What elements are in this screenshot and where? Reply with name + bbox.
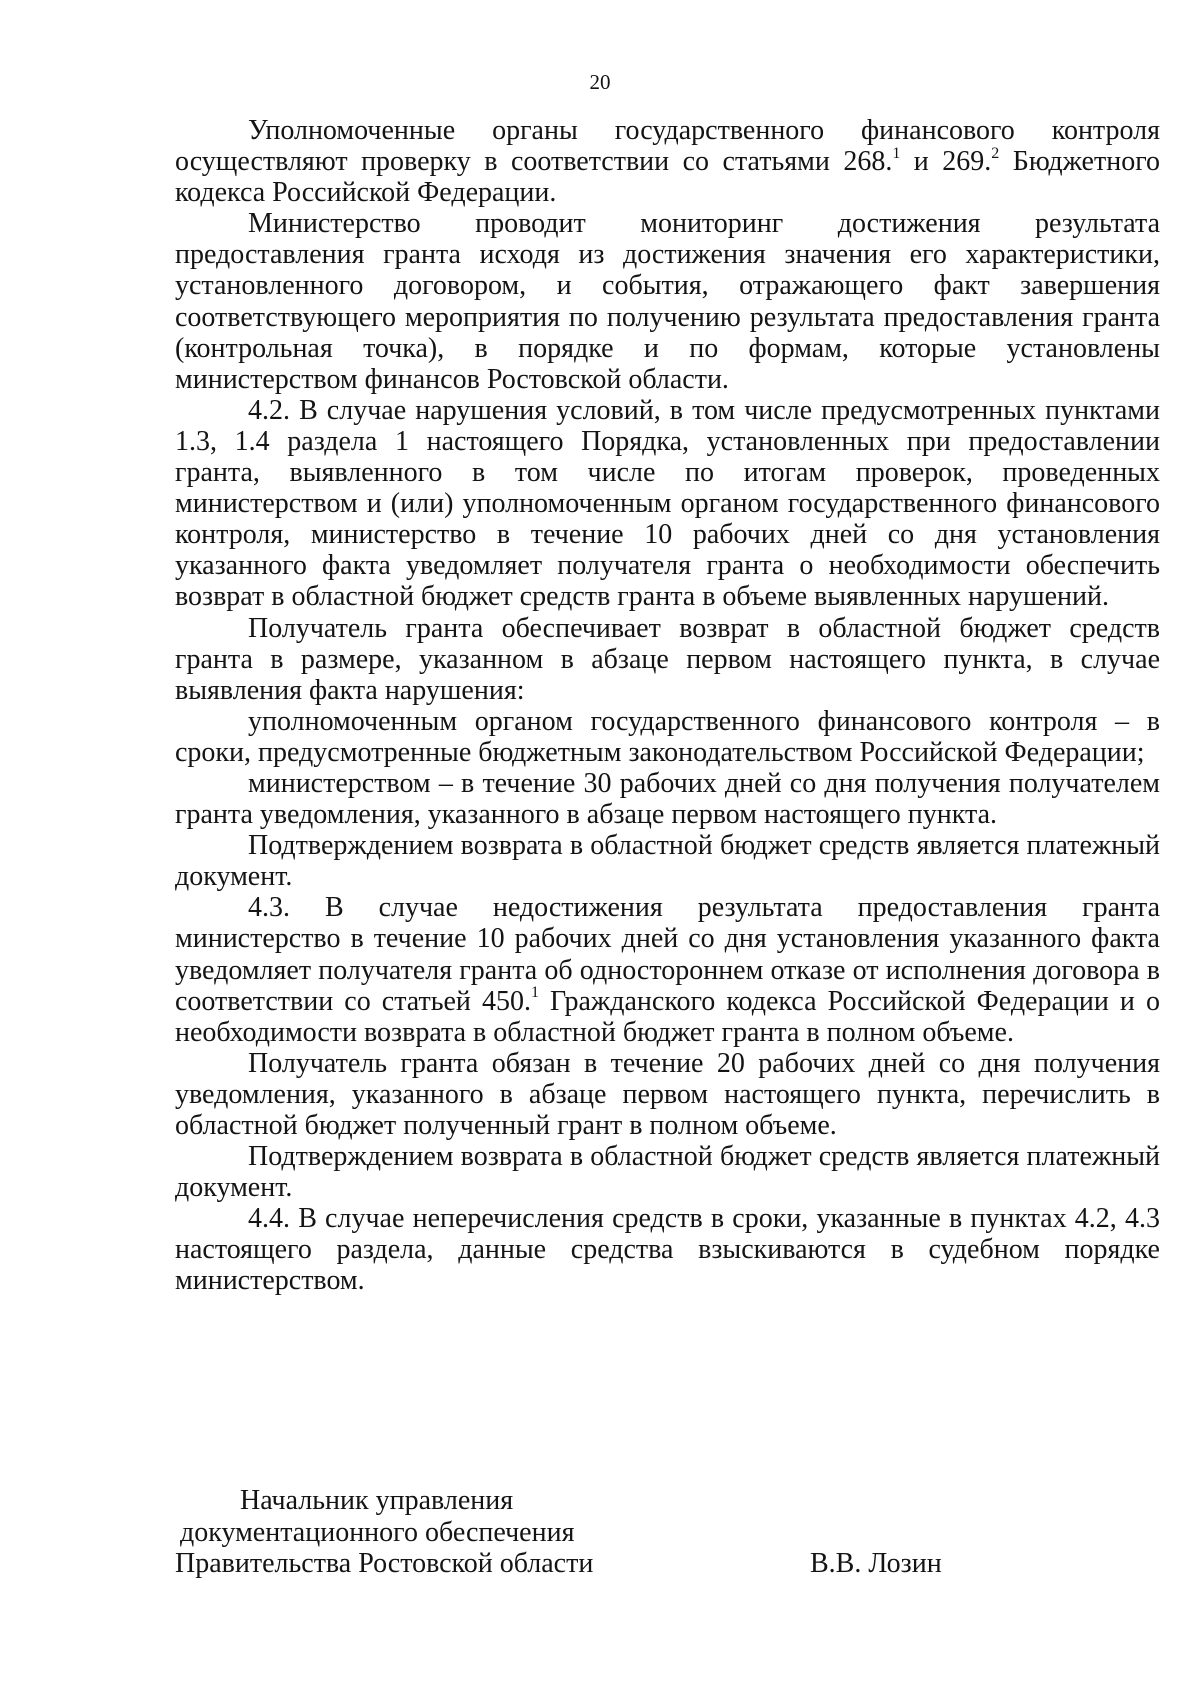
signature-title-line-1: Начальник управления xyxy=(240,1485,514,1516)
signatory-name: В.В. Лозин xyxy=(810,1548,942,1579)
paragraph-payment-confirmation: Подтверждением возврата в областной бюджет средств является платежный документ. xyxy=(175,830,1160,893)
page-number: 20 xyxy=(589,70,611,94)
paragraph-verification xyxy=(175,115,1160,208)
signature-title-line-3: Правительства Ростовской области xyxy=(175,1548,594,1579)
footnote-mark: 1 xyxy=(892,144,901,162)
paragraph-grant-return: Получатель гранта обязан в течение 20 рабочих дней со дня получения уведомления, указанного в абзаце первом настоящего пункта, перечислить в областной бюджет полученный грант в полном объеме. xyxy=(175,1047,1160,1141)
footnote-mark: 1 xyxy=(530,984,539,1002)
document-body xyxy=(175,115,1160,1297)
paragraph-control-authority-term: уполномоченным органом государственного финансового контроля – в сроки, предусмотренные бюджетным законодательством Российской Федерации; xyxy=(175,705,1160,768)
paragraph-payment-confirmation-2: Подтверждением возврата в областной бюджет средств является платежный документ. xyxy=(175,1141,1160,1204)
paragraph-text: Бюджетного кодекса Российской Федерации. xyxy=(175,146,1160,209)
footnote-mark: 2 xyxy=(991,144,1000,162)
signature-title-line-2: документационного обеспечения xyxy=(180,1517,575,1548)
paragraph-4-2: 4.2. В случае нарушения условий, в том числе предусмотренных пунктами 1.3, 1.4 раздела 1 настоящего Порядка, установленных при предоставлении гранта, выявленного в том числе по итогам проверок, проведенных министерством и (или) уполномоченным органом государственного финансового контроля, министерство в течение 10 рабочих дней со дня установления указанного факта уведомляет получателя гранта о необходимости обеспечить возврат в областной бюджет средств гранта в объеме выявленных нарушений. xyxy=(175,394,1160,613)
paragraph-return-obligation: Получатель гранта обеспечивает возврат в областной бюджет средств гранта в размере, указанном в абзаце первом настоящего пункта, в случае выявления факта нарушения: xyxy=(175,612,1160,706)
paragraph-4-3 xyxy=(175,892,1160,1047)
paragraph-4-4: 4.4. В случае неперечисления средств в сроки, указанные в пунктах 4.2, 4.3 настоящего раздела, данные средства взыскиваются в судебном порядке министерством. xyxy=(175,1203,1160,1297)
paragraph-text: Гражданского кодекса Российской Федерации и о необходимости возврата в областной бюджет гранта в полном объеме. xyxy=(175,985,1160,1048)
paragraph-text: Уполномоченные органы государственного финансового контроля осуществляют проверку в соответствии со статьями 268. xyxy=(175,115,1160,178)
paragraph-text: и 269. xyxy=(900,146,992,178)
paragraph-monitoring: Министерство проводит мониторинг достижения результата предоставления гранта исходя из достижения значения его характеристики, установленного договором, и события, отражающего факт завершения соответствующего мероприятия по получению результата предоставления гранта (контрольная точка), в порядке и по формам, которые установлены министерством финансов Ростовской области. xyxy=(175,208,1160,395)
paragraph-text: 4.3. В случае недостижения результата предоставления гранта министерство в течение 10 рабочих дней со дня установления указанного факта уведомляет получателя гранта об одностороннем отказе от исполнения договора в соответствии со статьей 450. xyxy=(175,892,1160,1017)
paragraph-ministry-term: министерством – в течение 30 рабочих дней со дня получения получателем гранта уведомления, указанного в абзаце первом настоящего пункта. xyxy=(175,767,1160,831)
